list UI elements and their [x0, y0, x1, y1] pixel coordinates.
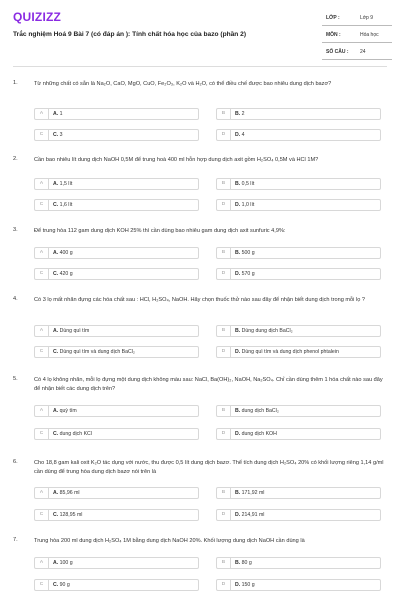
option-letter: B [217, 558, 231, 568]
option-value: 400 g [59, 250, 73, 256]
question-number: 7. [13, 537, 18, 543]
option-label: C. [53, 512, 59, 518]
question-text: Từ những chất có sẵn là Na₂O, CaO, MgO, CuO, Fe₂O₃, K₂O và H₂O, có thể điều chế được bao nhiêu dung dịch bazơ? [34, 81, 332, 87]
meta-table [322, 9, 392, 60]
meta-row-subject [322, 26, 392, 43]
option-label: B. [235, 328, 241, 334]
option-value: 80 g [241, 560, 252, 566]
option-letter: A [35, 406, 49, 416]
option-a[interactable] [34, 557, 199, 569]
option-c[interactable] [34, 428, 199, 440]
meta-row-question-count [322, 43, 392, 60]
option-label: B. [235, 181, 241, 187]
option-label: B. [235, 490, 241, 496]
option-c[interactable] [34, 346, 199, 358]
question-text: Có 3 lọ mất nhãn đựng các hóa chất sau : HCl, H₂SO₄, NaOH. Hãy chọn thuốc thử nào sau đây để nhận biết dung dịch trong mỗi lọ ? [34, 297, 365, 303]
option-letter: A [35, 488, 49, 498]
option-a[interactable] [34, 405, 199, 417]
option-d[interactable] [216, 268, 381, 280]
meta-value: 24 [360, 49, 366, 55]
meta-value: Lớp 9 [360, 15, 374, 21]
option-letter: B [217, 488, 231, 498]
option-c[interactable] [34, 268, 199, 280]
option-label: C. [53, 202, 59, 208]
option-label: C. [53, 431, 59, 437]
option-label: A. [53, 181, 59, 187]
option-value: 85,96 ml [59, 490, 80, 496]
option-letter: A [35, 326, 49, 336]
option-label: D. [235, 431, 241, 437]
option-label: D. [235, 512, 241, 518]
option-letter: D [217, 347, 231, 357]
option-c[interactable] [34, 509, 199, 521]
option-value: 500 g [241, 250, 255, 256]
question-number: 2. [13, 156, 18, 162]
meta-key: LỚP : [326, 15, 340, 21]
option-value: 570 g [241, 271, 255, 277]
question-number: 4. [13, 296, 18, 302]
option-letter: A [35, 109, 49, 119]
option-d[interactable] [216, 346, 381, 358]
option-value: Dùng quì tím và dung dịch BaCl₂ [59, 349, 135, 355]
option-letter: C [35, 510, 49, 520]
option-label: B. [235, 111, 241, 117]
option-letter: C [35, 429, 49, 439]
option-letter: C [35, 269, 49, 279]
option-label: B. [235, 560, 241, 566]
question-number: 6. [13, 459, 18, 465]
option-b[interactable] [216, 405, 381, 417]
option-label: A. [53, 560, 59, 566]
meta-row-grade [322, 9, 392, 26]
header-divider [13, 66, 387, 67]
option-label: C. [53, 349, 59, 355]
question-text: Cần bao nhiêu lít dung dịch NaOH 0,5M để trung hoà 400 ml hỗn hợp dung dịch axit gồm H₂SO₄ 0,5M và HCl 1M? [34, 157, 319, 163]
option-label: D. [235, 271, 241, 277]
option-c[interactable] [34, 199, 199, 211]
option-value: 1,0 lít [241, 202, 255, 208]
option-a[interactable] [34, 108, 199, 120]
meta-value: Hóa học [360, 32, 379, 38]
option-value: 90 g [59, 582, 70, 588]
option-value: quỳ tím [59, 408, 77, 414]
option-b[interactable] [216, 325, 381, 337]
option-d[interactable] [216, 199, 381, 211]
option-a[interactable] [34, 487, 199, 499]
option-d[interactable] [216, 129, 381, 141]
option-value: dung dịch BaCl₂ [241, 408, 279, 414]
option-label: D. [235, 349, 241, 355]
question-text: Trung hòa 200 ml dung dịch H₂SO₄ 1M bằng dung dịch NaOH 20%. Khối lượng dung dịch NaOH cần dùng là [34, 538, 305, 544]
question-number: 3. [13, 227, 18, 233]
option-label: D. [235, 582, 241, 588]
option-label: A. [53, 408, 59, 414]
option-letter: C [35, 130, 49, 140]
option-b[interactable] [216, 487, 381, 499]
question-text: Cho 18,8 gam kali oxit K₂O tác dụng với nước, thu được 0,5 lít dung dịch bazơ. Thể tích dung dịch H₂SO₄ 20% có khối lượng riêng 1,14 g/ml cần dùng để trung hòa dung dịch bazơ nói trên là [34, 460, 384, 475]
option-letter: B [217, 406, 231, 416]
option-value: 128,95 ml [59, 512, 83, 518]
meta-key: MÔN : [326, 32, 341, 38]
option-letter: D [217, 200, 231, 210]
option-label: A. [53, 250, 59, 256]
option-letter: D [217, 429, 231, 439]
option-value: dung dịch KCl [59, 431, 92, 437]
option-value: 150 g [241, 582, 255, 588]
option-value: 1,5 lít [59, 181, 73, 187]
option-a[interactable] [34, 325, 199, 337]
quizizz-logo: QUIZIZZ [13, 10, 62, 24]
option-value: 214,91 ml [241, 512, 265, 518]
option-letter: D [217, 510, 231, 520]
option-letter: C [35, 580, 49, 590]
option-letter: B [217, 326, 231, 336]
option-label: C. [53, 132, 59, 138]
question-text: Để trung hòa 112 gam dung dịch KOH 25% thì cần dùng bao nhiêu gam dung dịch axit sunfuric 4,9%: [34, 228, 286, 234]
option-letter: D [217, 130, 231, 140]
page-title: Trắc nghiệm Hoá 9 Bài 7 (có đáp án ): Tính chất hóa học của bazo (phần 2) [13, 31, 247, 38]
option-b[interactable] [216, 557, 381, 569]
option-value: 1 [59, 111, 63, 117]
option-value: 4 [241, 132, 245, 138]
option-letter: D [217, 269, 231, 279]
option-letter: B [217, 179, 231, 189]
option-value: 0,5 lít [241, 181, 255, 187]
option-b[interactable] [216, 108, 381, 120]
option-letter: A [35, 248, 49, 258]
option-b[interactable] [216, 247, 381, 259]
option-label: D. [235, 202, 241, 208]
question-number: 5. [13, 376, 18, 382]
option-label: C. [53, 582, 59, 588]
option-c[interactable] [34, 579, 199, 591]
option-value: 100 g [59, 560, 73, 566]
option-value: Dùng quì tím và dung dịch phenol phtalein [241, 349, 339, 355]
option-c[interactable] [34, 129, 199, 141]
option-d[interactable] [216, 579, 381, 591]
option-label: B. [235, 408, 241, 414]
option-label: A. [53, 111, 59, 117]
option-d[interactable] [216, 428, 381, 440]
option-b[interactable] [216, 178, 381, 190]
option-d[interactable] [216, 509, 381, 521]
option-label: C. [53, 271, 59, 277]
option-value: 171,92 ml [241, 490, 265, 496]
option-letter: D [217, 580, 231, 590]
option-letter: C [35, 347, 49, 357]
option-value: 2 [241, 111, 245, 117]
option-value: 420 g [59, 271, 73, 277]
option-value: 1,6 lít [59, 202, 73, 208]
question-number: 1. [13, 80, 18, 86]
option-letter: A [35, 558, 49, 568]
option-letter: B [217, 248, 231, 258]
option-label: D. [235, 132, 241, 138]
option-label: A. [53, 490, 59, 496]
option-letter: A [35, 179, 49, 189]
option-a[interactable] [34, 247, 199, 259]
option-letter: B [217, 109, 231, 119]
option-value: 3 [59, 132, 63, 138]
option-value: dung dịch KOH [241, 431, 277, 437]
option-a[interactable] [34, 178, 199, 190]
meta-key: SỐ CÂU : [326, 49, 349, 55]
question-text: Có 4 lọ không nhãn, mỗi lọ đựng một dung dịch không màu sau: NaCl, Ba(OH)₂, NaOH, Na₂SO₄. Chỉ cần dùng thêm 1 hóa chất nào sau đây để nhận biết các dung dịch trên? [34, 377, 383, 392]
option-value: Dùng quì tím [59, 328, 90, 334]
option-label: B. [235, 250, 241, 256]
option-letter: C [35, 200, 49, 210]
option-value: Dùng dung dịch BaCl₂ [241, 328, 293, 334]
option-label: A. [53, 328, 59, 334]
worksheet-header [0, 0, 400, 70]
